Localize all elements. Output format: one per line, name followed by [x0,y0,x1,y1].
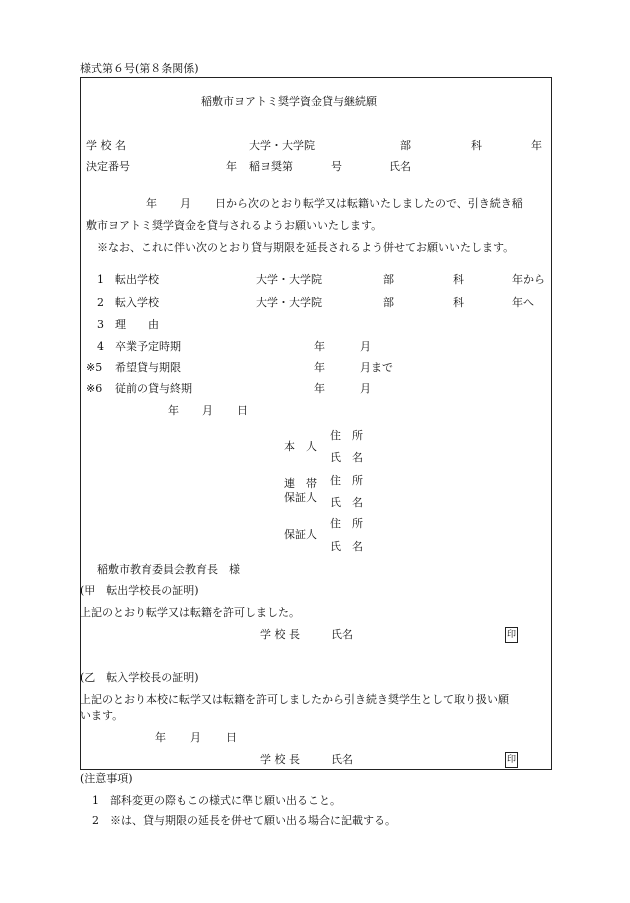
proof-a-text: 上記のとおり転学又は転籍を許可しました。 [80,606,300,619]
item6-label: 従前の貸与終期 [115,382,192,395]
body-year: 年 [146,197,157,210]
notes-heading: (注意事項) [80,772,133,785]
proof-b-seal: 印 [505,752,518,768]
proof-b-text2: います。 [80,709,124,722]
date-month: 月 [202,404,213,417]
school-faculty: 部 [400,139,411,152]
item5-label: 希望貸与期限 [115,361,181,374]
item2-year: 年へ [512,296,534,309]
note-1: 1 部科変更の際もこの様式に準じ願い出ること。 [92,794,341,807]
signer-self-address: 住 所 [330,429,363,442]
proof-b-name-label: 氏名 [331,753,353,766]
proof-a-principal: 学 校 長 [260,628,300,641]
school-name-label: 学 校 名 [86,139,126,152]
decision-number-suffix: 号 [331,160,342,173]
addressee: 稲敷市教育委員会教育長 様 [97,563,240,576]
proof-b-text1: 上記のとおり本校に転学又は転籍を許可しましたから引き続き奨学生として取り扱い願 [80,693,509,706]
item3-number: 3 [97,318,104,331]
proof-a-name-label: 氏名 [331,628,353,641]
item2-faculty: 部 [383,296,394,309]
item1-label: 転出学校 [115,273,159,286]
proof-b-year: 年 [155,731,166,744]
item1-year: 年から [512,273,545,286]
note-2: 2 ※は、貸与期限の延長を併せて願い出る場合に記載する。 [92,814,396,827]
guarantor-name: 氏 名 [330,540,363,553]
item6-month: 月 [360,382,371,395]
body-month: 月 [180,197,191,210]
item1-dept: 科 [453,273,464,286]
signer-self-name: 氏 名 [330,451,363,464]
item1-faculty: 部 [383,273,394,286]
form-title: 稲敷市ヨアトミ奨学資金貸与継続願 [201,95,377,108]
school-department: 科 [471,139,482,152]
body-line2: 敷市ヨアトミ奨学資金を貸与されるようお願いいたします。 [86,219,383,232]
joint-guarantor-name: 氏 名 [330,496,363,509]
item2-dept: 科 [453,296,464,309]
body-line3: ※なお、これに伴い次のとおり貸与期限を延長されるよう併せてお願いいたします。 [97,241,515,254]
decision-name-label: 氏名 [389,160,411,173]
proof-b-day: 日 [226,731,237,744]
decision-number-label: 決定番号 [86,160,130,173]
item5-number: ※5 [86,361,103,374]
body-line1: 日から次のとおり転学又は転籍いたしましたので、引き続き稲 [215,197,523,210]
item4-month: 月 [360,340,371,353]
proof-b-principal: 学 校 長 [260,753,300,766]
item4-number: 4 [97,340,104,353]
signer-self-label: 本 人 [284,440,317,453]
proof-a-seal: 印 [505,627,518,643]
date-day: 日 [237,404,248,417]
item3-label: 理 由 [115,318,159,331]
item5-year: 年 [314,361,325,374]
item1-number: 1 [97,273,104,286]
joint-guarantor-label-1: 連 帯 [284,477,317,490]
proof-b-month: 月 [190,731,201,744]
school-univ: 大学・大学院 [249,139,315,152]
date-year: 年 [168,404,179,417]
item4-label: 卒業予定時期 [115,340,181,353]
item1-univ: 大学・大学院 [256,273,322,286]
item4-year: 年 [314,340,325,353]
item2-univ: 大学・大学院 [256,296,322,309]
joint-guarantor-address: 住 所 [330,474,363,487]
school-year: 年 [531,139,542,152]
proof-b-heading: (乙 転入学校長の証明) [80,671,199,684]
decision-year: 年 [226,160,237,173]
joint-guarantor-label-2: 保証人 [284,491,317,504]
decision-prefix: 稲ヨ奨第 [249,160,293,173]
form-number: 様式第６号(第８条関係) [80,62,199,75]
item6-year: 年 [314,382,325,395]
item2-label: 転入学校 [115,296,159,309]
proof-a-heading: (甲 転出学校長の証明) [80,584,199,597]
guarantor-label: 保証人 [284,528,317,541]
item2-number: 2 [97,296,104,309]
form-frame [80,77,552,770]
guarantor-address: 住 所 [330,517,363,530]
item6-number: ※6 [86,382,103,395]
item5-month: 月まで [360,361,393,374]
